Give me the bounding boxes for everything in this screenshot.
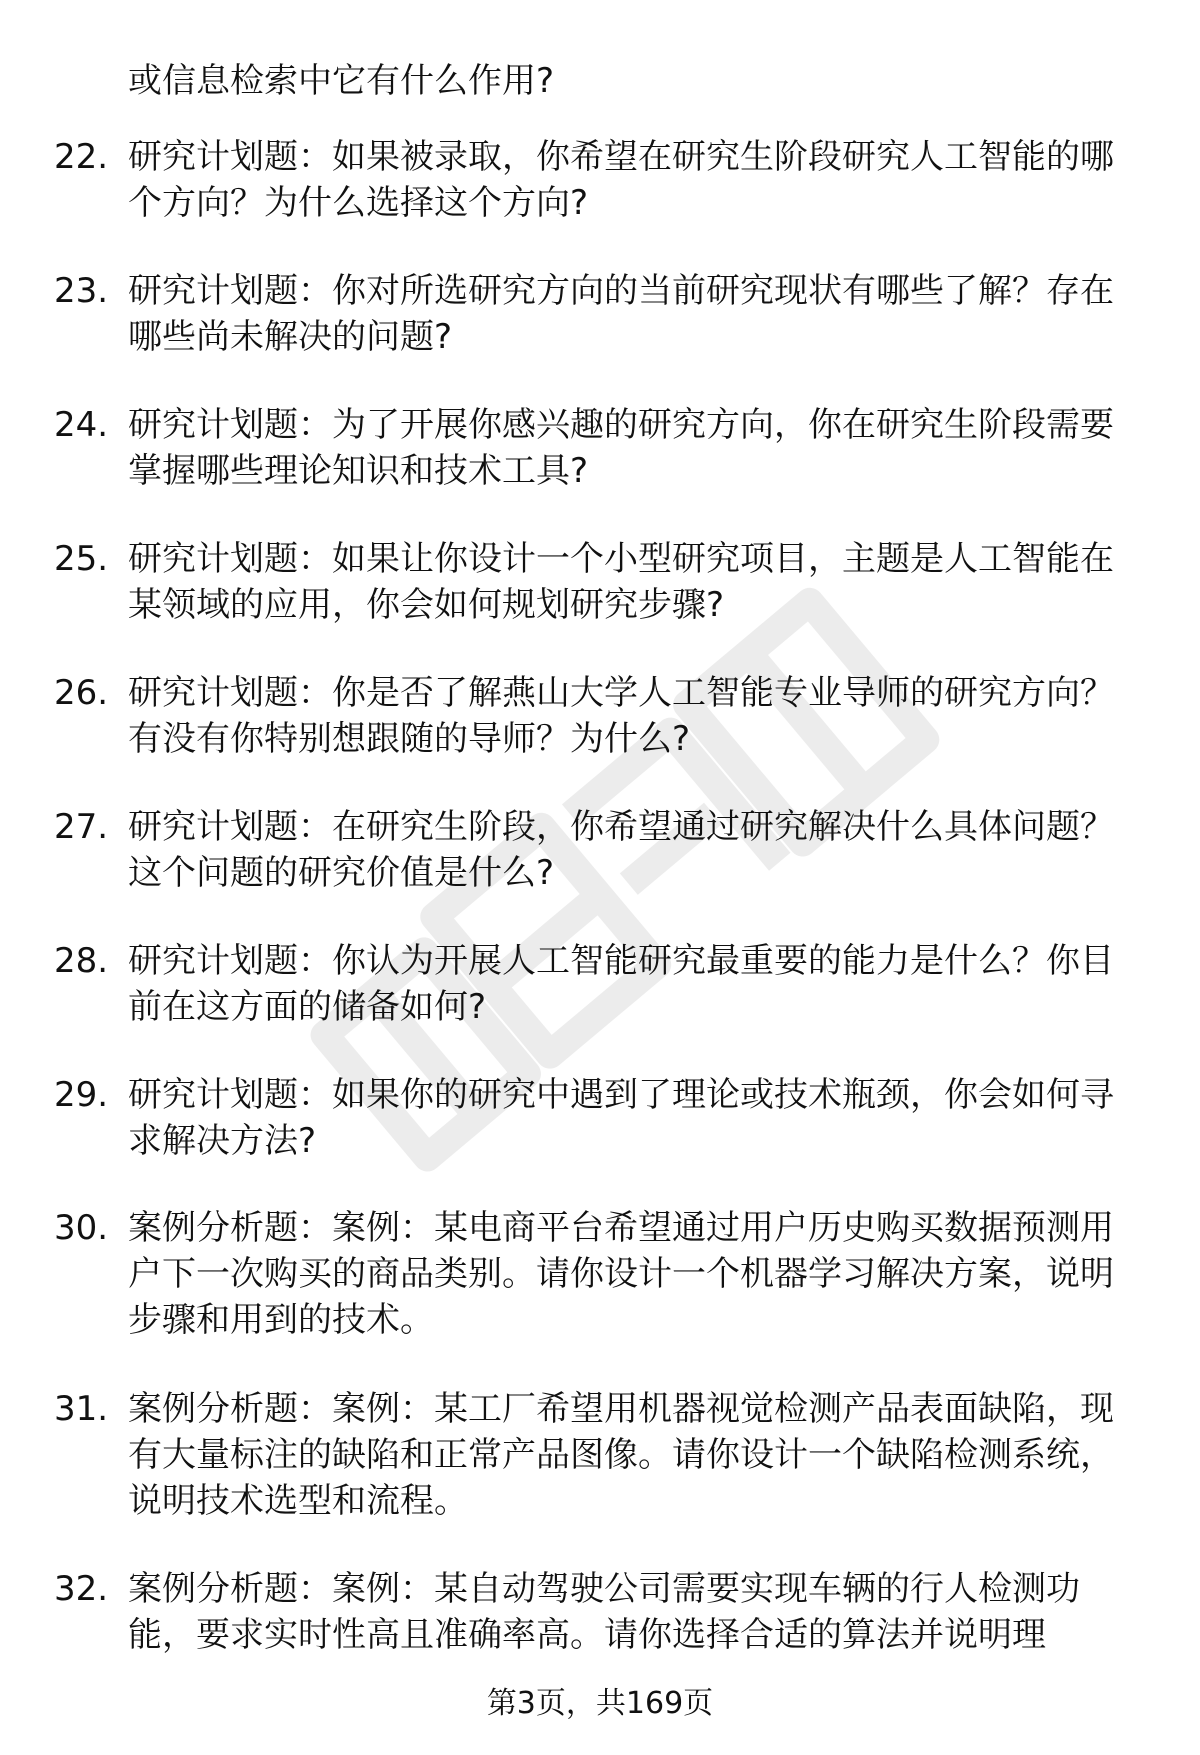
question-number: 27. xyxy=(54,807,109,847)
question-text: 研究计划题：为了开展你感兴趣的研究方向，你在研究生阶段需要掌握哪些理论知识和技术工具? xyxy=(128,405,1114,491)
question-text: 研究计划题：如果被录取，你希望在研究生阶段研究人工智能的哪个方向？为什么选择这个方向? xyxy=(128,137,1114,223)
question-number: 32. xyxy=(54,1569,109,1609)
question-number: 29. xyxy=(54,1075,109,1115)
question-text: 研究计划题：如果让你设计一个小型研究项目，主题是人工智能在某领域的应用，你会如何规划研究步骤? xyxy=(128,539,1114,625)
question-text: 研究计划题：你对所选研究方向的当前研究现状有哪些了解？存在哪些尚未解决的问题? xyxy=(128,271,1114,357)
question-number: 24. xyxy=(54,405,109,445)
continuation-text: 或信息检索中它有什么作用? xyxy=(128,61,555,101)
question-number: 22. xyxy=(54,137,109,177)
question-text: 案例分析题：案例：某自动驾驶公司需要实现车辆的行人检测功能，要求实时性高且准确率高。请你选择合适的算法并说明理 xyxy=(128,1569,1080,1655)
question-number: 31. xyxy=(54,1389,109,1429)
question-text: 案例分析题：案例：某电商平台希望通过用户历史购买数据预测用户下一次购买的商品类别。请你设计一个机器学习解决方案，说明步骤和用到的技术。 xyxy=(128,1208,1114,1340)
question-text: 研究计划题：在研究生阶段，你希望通过研究解决什么具体问题？这个问题的研究价值是什么? xyxy=(128,807,1114,893)
question-number: 28. xyxy=(54,941,109,981)
question-number: 26. xyxy=(54,673,109,713)
question-text: 研究计划题：如果你的研究中遇到了理论或技术瓶颈，你会如何寻求解决方法? xyxy=(128,1075,1114,1161)
question-text: 研究计划题：你是否了解燕山大学人工智能专业导师的研究方向？有没有你特别想跟随的导师？为什么? xyxy=(128,673,1114,759)
question-text: 研究计划题：你认为开展人工智能研究最重要的能力是什么？你目前在这方面的储备如何? xyxy=(128,941,1114,1027)
page-footer: 第3页，共169页 xyxy=(486,1686,714,1721)
question-number: 25. xyxy=(54,539,109,579)
question-text: 案例分析题：案例：某工厂希望用机器视觉检测产品表面缺陷，现有大量标注的缺陷和正常产品图像。请你设计一个缺陷检测系统，说明技术选型和流程。 xyxy=(128,1389,1114,1521)
question-number: 23. xyxy=(54,271,109,311)
question-number: 30. xyxy=(54,1208,109,1248)
